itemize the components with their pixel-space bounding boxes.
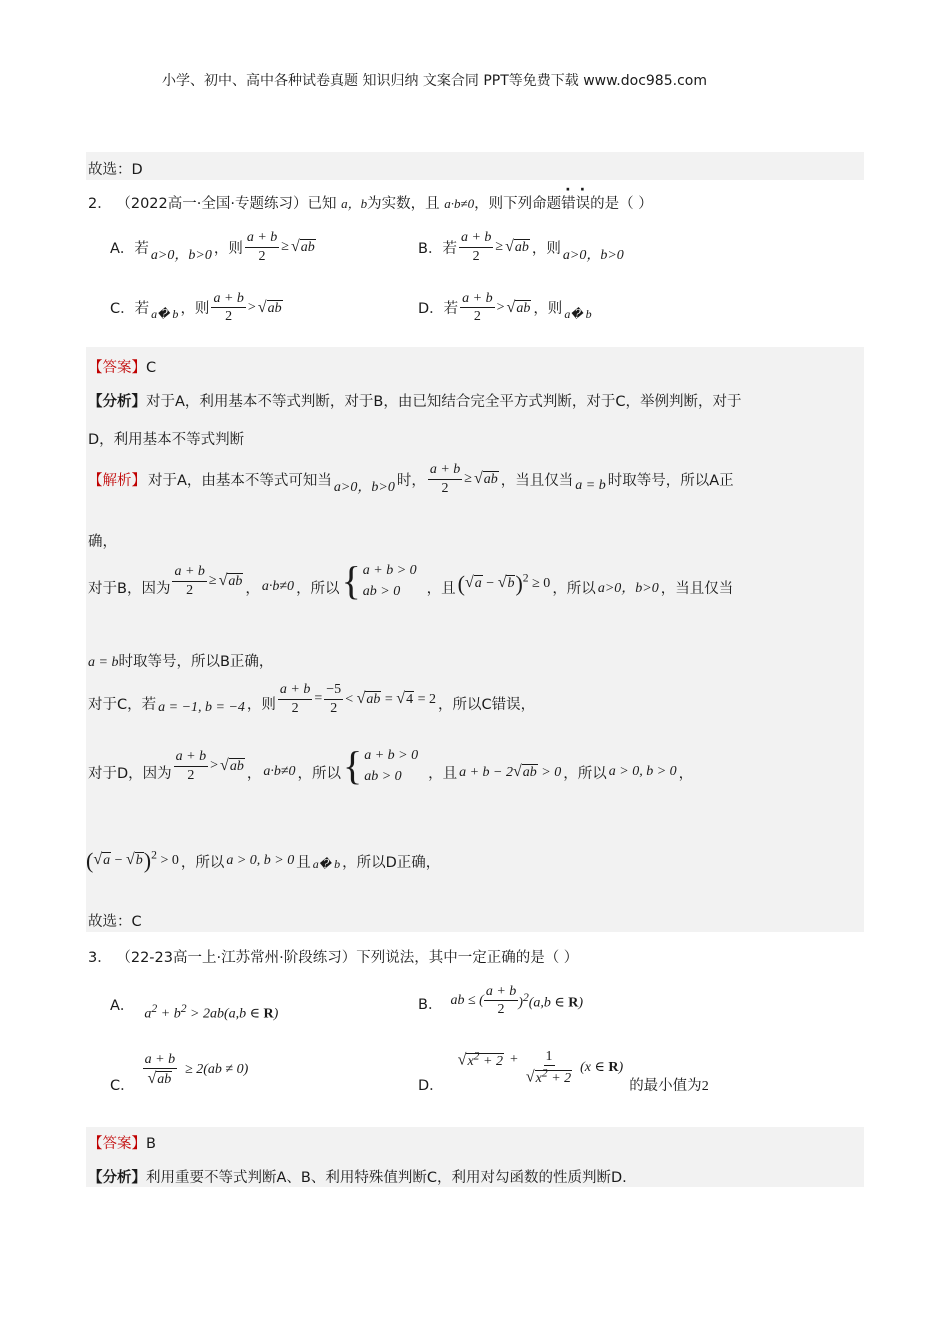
q2-vars: a，b [341,196,368,211]
system-of-inequalities: { a + b > 0 ab > 0 [341,558,417,603]
fraction-1-over-sqrt-x2-plus-2: $\frac{1}{√x^2 + 2}$ [525,1048,572,1086]
prev-answer-line: 故选：D [88,162,143,178]
fraction-a-plus-b-over-2: $\frac{a + b}{2}$ [175,749,207,783]
sqrt-ab: √ab [290,238,315,255]
q2-analysis-line2: D，利用基本不等式判断 [88,432,245,448]
q3-option-c: C． $\frac{a + b}{√ab}$ ≥ 2(ab ≠ 0) [110,1051,249,1094]
fraction-a-plus-b-over-2: $\frac{a + b}{2}$ [246,230,278,264]
sqrt-ab: √ab [220,757,244,774]
q2-option-b: B．若 $\frac{a + b}{2}$ ≥ √ab ，则 a>0，b>0 [418,230,624,264]
fraction-a-plus-b-over-2: $\frac{a + b}{2}$ [460,230,492,264]
q3-stem: 3． （22-23高一上·江苏常州·阶段练习）下列说法，其中一定正确的是（ ） [88,950,579,966]
q3-analysis: 【分析】利用重要不等式判断A、B、利用特殊值判断C，利用对勾函数的性质判断D. [88,1170,627,1186]
q2-solution-a: 【解析】 对于A，由基本不等式可知当 a>0，b>0 时， $\frac{a + b}{2}$ ≥ √ab ，当且仅当 a = b 时取等号，所以A正 [88,462,734,496]
q3-option-b: B． ab ≤ ( $\frac{a + b}{2}$ )$^2$(a,b ∈ R) [418,984,584,1018]
q2-solution-d: 对于D，因为 $\frac{a + b}{2}$ > √ab ， a·b≠0 ，所以 { a + b > 0 ab > 0 ，且 a + b − 2√ab > 0 ，所以 a > 0, b > 0 ， [88,743,694,788]
q3-option-d: D． $√x^2 + 2$ + $\frac{1}{√x^2 + 2}$ (x ∈ R) 的最小值为2 [418,1048,709,1094]
fraction-a-plus-b-over-2: $\frac{a + b}{2}$ [213,291,244,325]
fraction-a-plus-b-over-2: $\frac{a + b}{2}$ [485,984,517,1018]
fraction-a-plus-b-over-2: $\frac{a + b}{2}$ [279,682,311,716]
q2-option-c: C．若 a� b ，则 $\frac{a + b}{2}$ > √ab [110,291,282,325]
q2-number: 2． [88,196,112,212]
q2-option-a: A．若 a>0，b>0 ，则 $\frac{a + b}{2}$ ≥ √ab [110,230,315,264]
q2-conclusion: 故选：C [88,914,142,930]
q2-solution-b: 对于B，因为 $\frac{a + b}{2}$ ≥ √ab ， a·b≠0 ，所以 { a + b > 0 ab > 0 ，且 $(√a - √b)^2 \ge 0$ ，所以 a>0，b>0 ，当且仅当 [88,558,734,603]
q3-source: （22-23高一上·江苏常州·阶段练习） [116,950,357,966]
fraction-minus-5-over-2: $\frac{-5}{2}$ [326,682,342,716]
sqrt-x2-plus-2: $√x^2 + 2$ [457,1049,503,1069]
q2-condition: a·b≠0 [444,196,475,211]
sqrt-ab: √ab [218,572,243,589]
system-of-inequalities: { a + b > 0 ab > 0 [343,743,419,788]
page-header: 小学、初中、高中各种试卷真题 知识归纳 文案合同 PPT等免费下载 www.doc985.com [162,73,707,89]
prev-answer-band [86,152,864,180]
emphasis-dot: 误 [575,196,591,212]
sqrt-ab: √ab [506,298,531,316]
q2-option-d: D．若 $\frac{a + b}{2}$ > √ab ，则 a� b [418,291,592,325]
q2-answer: 【答案】C [88,360,157,376]
q3-number: 3． [88,950,112,966]
q3-answer: 【答案】B [88,1136,156,1152]
q3-option-a: A． $a^2 + b^2 > 2ab(a,b$ ∈ R) [110,998,279,1022]
q2-solution-c: 对于C，若 a = −1, b = −4 ，则 $\frac{a + b}{2}$ = $\frac{-5}{2}$ < √ab = √4 = 2 ，所以C错误， [88,682,536,716]
q2-stem: 2． （2022高一·全国·专题练习）已知 a，b为实数，且 a·b≠0，则下列命题错误的是（ ） [88,192,653,213]
emphasis-dot: 错 [561,196,576,212]
sqrt-ab: √ab [257,298,282,316]
q2-solution-d-cont: $(√a - √b)^2 > 0$ ，所以 a > 0, b > 0 且 a� b ，所以D正确， [86,848,441,873]
fraction-a-plus-b-over-2: $\frac{a + b}{2}$ [429,462,461,496]
q2-solution-a-cont: 确， [88,534,117,550]
fraction-a-plus-b-over-sqrt-ab: $\frac{a + b}{√ab}$ [144,1051,176,1087]
q2-solution-b-cont: a = b时取等号，所以B正确， [88,654,274,670]
fraction-a-plus-b-over-2: $\frac{a + b}{2}$ [462,291,493,325]
q2-analysis-line1: 【分析】对于A，利用基本不等式判断，对于B，由已知结合完全平方式判断，对于C，举例判断，对于 [88,394,742,410]
fraction-a-plus-b-over-2: $\frac{a + b}{2}$ [174,564,205,598]
q2-source: （2022高一·全国·专题练习） [116,196,308,212]
sqrt-ab: √ab [473,470,498,487]
sqrt-ab: √ab [505,238,529,255]
